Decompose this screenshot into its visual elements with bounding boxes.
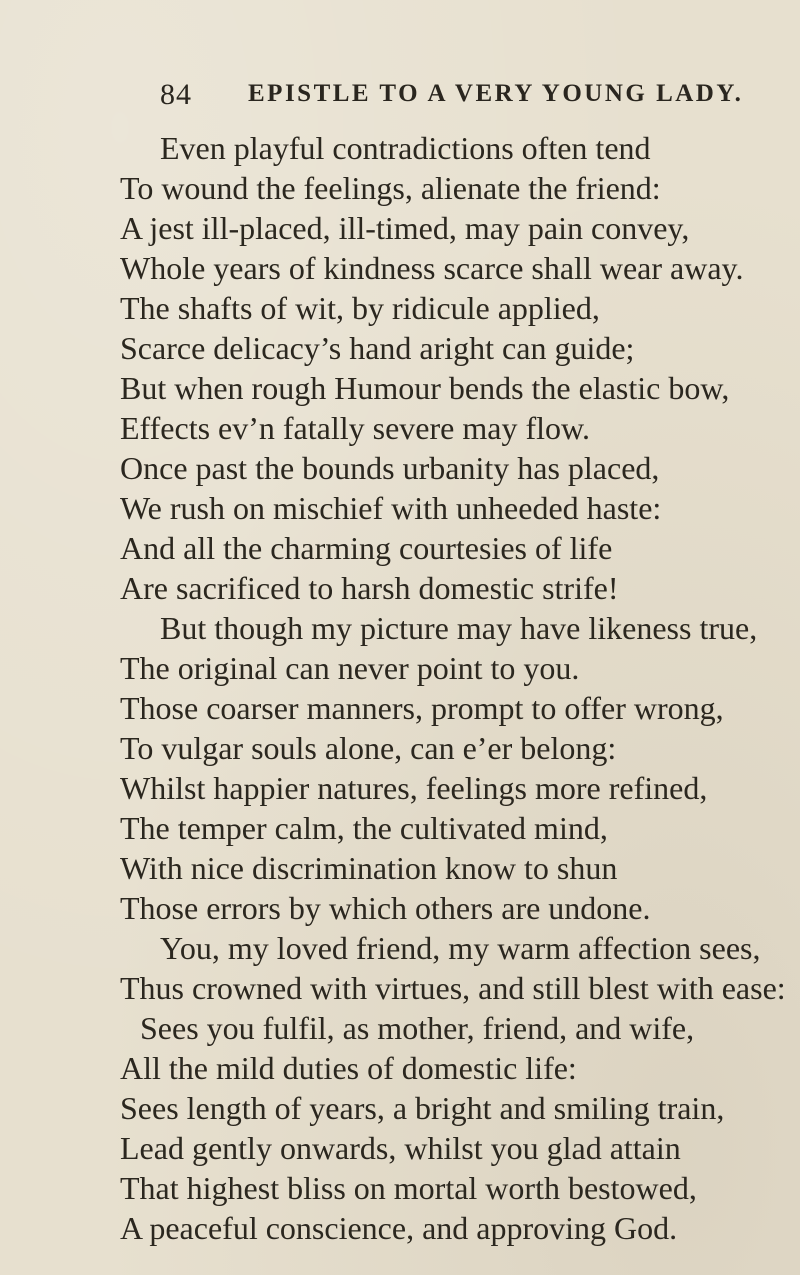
poem-line: Whole years of kindness scarce shall wear away. — [120, 250, 744, 286]
poem-line: Those errors by which others are undone. — [120, 890, 651, 926]
poem-line: A jest ill-placed, ill-timed, may pain convey, — [120, 210, 690, 246]
running-title: EPISTLE TO A VERY YOUNG LADY. — [248, 80, 744, 107]
poem-line: All the mild duties of domestic life: — [120, 1050, 577, 1086]
poem-line: Effects ev’n fatally severe may flow. — [120, 410, 591, 446]
poem-line: That highest bliss on mortal worth bestowed, — [120, 1170, 697, 1206]
poem-line: Once past the bounds urbanity has placed, — [120, 450, 660, 486]
poem-line: With nice discrimination know to shun — [120, 850, 618, 886]
poem-line: To vulgar souls alone, can e’er belong: — [120, 730, 617, 766]
poem-line: Lead gently onwards, whilst you glad attain — [120, 1130, 681, 1166]
poem-line: Those coarser manners, prompt to offer wrong, — [120, 690, 724, 726]
poem-line: But though my picture may have likeness true, — [160, 610, 758, 646]
poem-line: But when rough Humour bends the elastic bow, — [120, 370, 730, 406]
poem-line: To wound the feelings, alienate the friend: — [120, 170, 661, 206]
poem-line: Scarce delicacy’s hand aright can guide; — [120, 330, 635, 366]
running-head — [160, 78, 760, 118]
poem-line: Sees length of years, a bright and smiling train, — [120, 1090, 725, 1126]
poem-line: Whilst happier natures, feelings more refined, — [120, 770, 708, 806]
poem-line: The temper calm, the cultivated mind, — [120, 810, 608, 846]
poem-line: Are sacrificed to harsh domestic strife! — [120, 570, 619, 606]
poem-line: The original can never point to you. — [120, 650, 580, 686]
poem-line: Even playful contradictions often tend — [160, 130, 651, 166]
page-number: 84 — [160, 78, 192, 111]
poem-line: The shafts of wit, by ridicule applied, — [120, 290, 600, 326]
poem-line: A peaceful conscience, and approving God. — [120, 1210, 678, 1246]
poem-line: Thus crowned with virtues, and still blest with ease: — [120, 970, 786, 1006]
poem-line: And all the charming courtesies of life — [120, 530, 613, 566]
poem-line: You, my loved friend, my warm affection sees, — [160, 930, 761, 966]
poem-line: We rush on mischief with unheeded haste: — [120, 490, 662, 526]
poem-line: Sees you fulfil, as mother, friend, and wife, — [140, 1010, 695, 1046]
